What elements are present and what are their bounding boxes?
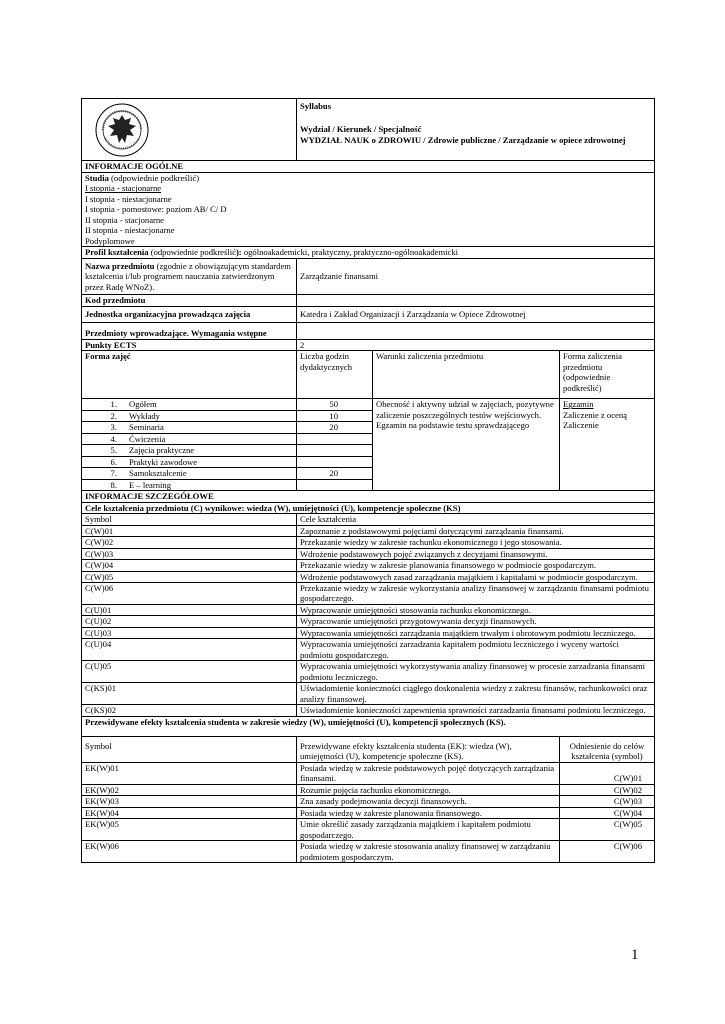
outcome-ref: C(W)03 <box>560 796 655 807</box>
outcomes-col-ref: Odniesienie do celów kształcenia (symbol) <box>560 736 655 762</box>
outcomes-heading: Przewidywane efekty kształcenia studenta w zakresie wiedzy (W), umiejętności (U), kompetencji społecznych (KS). <box>82 716 655 736</box>
studies-hint: (odpowiednie podkreślić) <box>108 172 200 183</box>
outcome-text: Posiada wiedzę w zakresie podstawowych pojęć dotyczących zarządzania finansami. <box>297 762 560 784</box>
profile-label: Profil kształcenia <box>85 247 149 258</box>
form-row <box>82 410 297 421</box>
goal-text: Wypracowania umiejętności wykorzystywania analizy finansowej w procesie zarzadzania finansami podmiotu leczniczego. <box>297 661 655 683</box>
profile-cell <box>82 247 655 258</box>
form-hours: 20 <box>297 468 373 479</box>
form-number: 2. <box>110 410 117 421</box>
goal-text: Wypracowania umiejętności zarządzania majątkiem trwałym i obrotowym podmiotu leczniczego. <box>297 627 655 638</box>
studies-option: II stopnia - niestacjonarne <box>85 225 175 236</box>
goals-heading: Cele kształcenia przedmiotu (C) wynikowe: wiedza (W), umiejętności (U), kompetencje społeczne (KS) <box>82 502 655 513</box>
goal-text: Uświadomienie konieczności zapewnienia sprawności zarzadzania finansami podmiotu leczniczego. <box>297 705 655 716</box>
form-name: Samokształcenie <box>129 468 187 479</box>
assessment-cell <box>560 399 655 491</box>
outcome-text: Rozumie pojęcia rachunku ekonomicznego. <box>297 784 560 795</box>
form-row <box>82 422 297 433</box>
assessment-item: Zaliczenie <box>563 420 599 431</box>
form-name: Praktyki zawodowe <box>129 456 198 467</box>
course-code-label: Kod przedmiotu <box>82 295 297 306</box>
ects-label: Punkty ECTS <box>82 339 297 350</box>
form-name: Seminaria <box>129 422 164 433</box>
goal-text: Wdrożenie podstawowych pojęć związanych z decyzjami finansowymi. <box>297 548 655 559</box>
outcome-symbol: EK(W)01 <box>82 762 297 784</box>
course-name-label-cell <box>82 258 297 294</box>
outcome-symbol: EK(W)02 <box>82 784 297 795</box>
goal-symbol: C(W)05 <box>82 571 297 582</box>
goal-symbol: C(KS)02 <box>82 705 297 716</box>
faculty-label: Wydział / Kierunek / Specjalność <box>300 124 422 135</box>
goal-symbol: C(W)06 <box>82 582 297 604</box>
prerequisites-label: Przedmioty wprowadzające. Wymagania wstępne <box>82 323 297 339</box>
course-name-value: Zarządzanie finansami <box>297 258 655 294</box>
outcome-ref: C(W)05 <box>560 819 655 841</box>
form-number: 3. <box>110 422 117 433</box>
syllabus-table <box>81 98 655 863</box>
ects-value: 2 <box>297 339 655 350</box>
outcome-ref: C(W)02 <box>560 784 655 795</box>
outcome-symbol: EK(W)04 <box>82 807 297 818</box>
goal-text: Wypracowanie umiejętności przygotowywania decyzji finansowych. <box>297 616 655 627</box>
goals-col-goal: Cele kształcenia <box>297 514 655 525</box>
studies-option: I stopnia - pomostowe: poziom AB/ C/ D <box>85 204 227 215</box>
goal-symbol: C(W)03 <box>82 548 297 559</box>
studies-option: I stopnia - niestacjonarne <box>85 193 172 204</box>
form-row <box>82 399 297 410</box>
goal-symbol: C(U)01 <box>82 604 297 615</box>
course-name-hint: (zgodnie z obowiązującym standardem kształcenia i/lub programem nauczania zatwierdzonym przez Radę WNoZ). <box>85 260 291 292</box>
goal-symbol: C(U)02 <box>82 616 297 627</box>
form-number: 5. <box>110 445 117 456</box>
form-row <box>82 433 297 444</box>
course-name-label: Nazwa przedmiotu <box>85 260 155 271</box>
goal-text: Przekazanie wiedzy w zakresie wykorzystania analizy finansowej w zarządzaniu finansami podmiotu gospodarczego. <box>297 582 655 604</box>
outcome-text: Posiada wiedzę w zakresie stosowania analizy finansowej w zarządzaniu podmiotem gospodarczym. <box>297 841 560 863</box>
form-number: 6. <box>110 456 117 467</box>
studies-option: I stopnia - stacjonarne <box>85 183 162 194</box>
outcome-text: Zna zasady podejmowania decyzji finansowych. <box>297 796 560 807</box>
form-hours: 50 <box>297 399 373 410</box>
form-hours <box>297 479 373 490</box>
outcome-symbol: EK(W)05 <box>82 819 297 841</box>
hours-header: Liczba godzin dydaktycznych <box>297 351 373 399</box>
form-row <box>82 468 297 479</box>
unit-label: Jednostka organizacyjna prowadząca zajęcia <box>82 306 297 322</box>
form-number: 1. <box>110 399 117 410</box>
goal-text: Przekazanie wiedzy w zakresie rachunku ekonomicznego i jego stosowania. <box>297 537 655 548</box>
profile-colon: ): <box>235 247 242 258</box>
outcome-text: Umie określić zasady zarządzania majątkiem i kapitałem podmiotu gospodarczego. <box>297 819 560 841</box>
outcome-text: Posiada wiedzę w zakresie planowania finansowego. <box>297 807 560 818</box>
studies-cell <box>82 172 655 246</box>
goal-text: Wypracowania umiejętności zarzadzania kapitałem podmiotu leczniczego i wyceny wartości podmiotu gospodarczego. <box>297 639 655 661</box>
page-number: 1 <box>631 947 639 963</box>
unit-value: Katedra i Zakład Organizacji i Zarządzania w Opiece Zdrowotnej <box>297 306 655 322</box>
form-hours: 10 <box>297 410 373 421</box>
prerequisites-value <box>297 323 655 339</box>
goal-text: Zapoznanie z podstawowymi pojęciami dotyczącymi zarządzania finansami. <box>297 525 655 536</box>
assessment-header: Forma zaliczenia przedmiotu (odpowiednie podkreślić) <box>560 351 655 399</box>
form-hours <box>297 456 373 467</box>
header-cell <box>297 99 655 161</box>
form-name: Wykłady <box>129 410 160 421</box>
outcome-ref: C(W)01 <box>560 762 655 784</box>
syllabus-sheet <box>81 98 654 863</box>
form-number: 8. <box>110 479 117 490</box>
outcome-ref: C(W)04 <box>560 807 655 818</box>
form-name: Ogółem <box>129 399 157 410</box>
goal-text: Wdrożenie podstawowych zasad zarządzania majątkiem i kapitałami w podmiocie gospodarczym. <box>297 571 655 582</box>
form-row <box>82 456 297 467</box>
course-code-value <box>297 295 655 306</box>
goal-symbol: C(U)05 <box>82 661 297 683</box>
form-hours <box>297 433 373 444</box>
goal-text: Wypracowanie umiejętności stosowania rachunku ekonomicznego. <box>297 604 655 615</box>
outcomes-col-effect: Przewidywane efekty kształcenia studenta (EK): wiedza (W), umiejętności (U), kompetencje społeczne (KS). <box>297 736 560 762</box>
general-info-heading: INFORMACJE OGÓLNE <box>82 161 655 172</box>
assessment-item: Zaliczenie z oceną <box>563 409 627 420</box>
goal-symbol: C(W)01 <box>82 525 297 536</box>
goal-symbol: C(W)04 <box>82 560 297 571</box>
details-heading: INFORMACJE SZCZEGÓŁOWE <box>82 491 655 502</box>
forms-label: Forma zajęć <box>82 351 297 399</box>
outcome-ref: C(W)06 <box>560 841 655 863</box>
syllabus-heading: Syllabus <box>300 101 332 111</box>
goal-symbol: C(W)02 <box>82 537 297 548</box>
form-row <box>82 445 297 456</box>
conditions-text: Obecność i aktywny udział w zajęciach, pozytywne zaliczenie poszczególnych testów wejściowych. Egzamin na podstawie testu sprawdzającego <box>373 399 560 491</box>
form-name: Zajęcia praktyczne <box>129 445 195 456</box>
profile-hint: (odpowiednie podkreślić <box>148 247 236 258</box>
form-row <box>82 479 297 490</box>
form-name: E – learning <box>129 479 171 490</box>
goal-symbol: C(U)04 <box>82 639 297 661</box>
goals-col-symbol: Symbol <box>82 514 297 525</box>
conditions-header: Warunki zaliczenia przedmiotu <box>373 351 560 399</box>
outcome-symbol: EK(W)06 <box>82 841 297 863</box>
university-seal-logo <box>89 102 155 158</box>
form-hours: 20 <box>297 422 373 433</box>
studies-label: Studia <box>85 172 109 183</box>
form-number: 7. <box>110 468 117 479</box>
assessment-item: Egzamin <box>563 399 594 410</box>
outcome-symbol: EK(W)03 <box>82 796 297 807</box>
goal-symbol: C(KS)01 <box>82 683 297 705</box>
studies-option: Podyplomowe <box>85 235 135 246</box>
studies-option: II stopnia - stacjonarne <box>85 214 164 225</box>
faculty-value: WYDZIAŁ NAUK o ZDROWIU / Zdrowie publiczne / Zarządzanie w opiece zdrowotnej <box>300 134 626 145</box>
outcomes-col-symbol: Symbol <box>82 736 297 762</box>
form-number: 4. <box>110 433 117 444</box>
form-hours <box>297 445 373 456</box>
profile-values: ogólnoakademicki, praktyczny, praktyczno-ogólnoakademicki <box>241 247 459 258</box>
logo-cell <box>82 99 297 161</box>
goal-symbol: C(U)03 <box>82 627 297 638</box>
goal-text: Uświadomienie konieczności ciągłego doskonalenia wiedzy z zakresu finansów, rachunkowości oraz analizy finansowej. <box>297 683 655 705</box>
form-name: Ćwiczenia <box>129 433 166 444</box>
goal-text: Przekazanie wiedzy w zakresie planowania finansowego w podmiocie gospodarczym. <box>297 560 655 571</box>
